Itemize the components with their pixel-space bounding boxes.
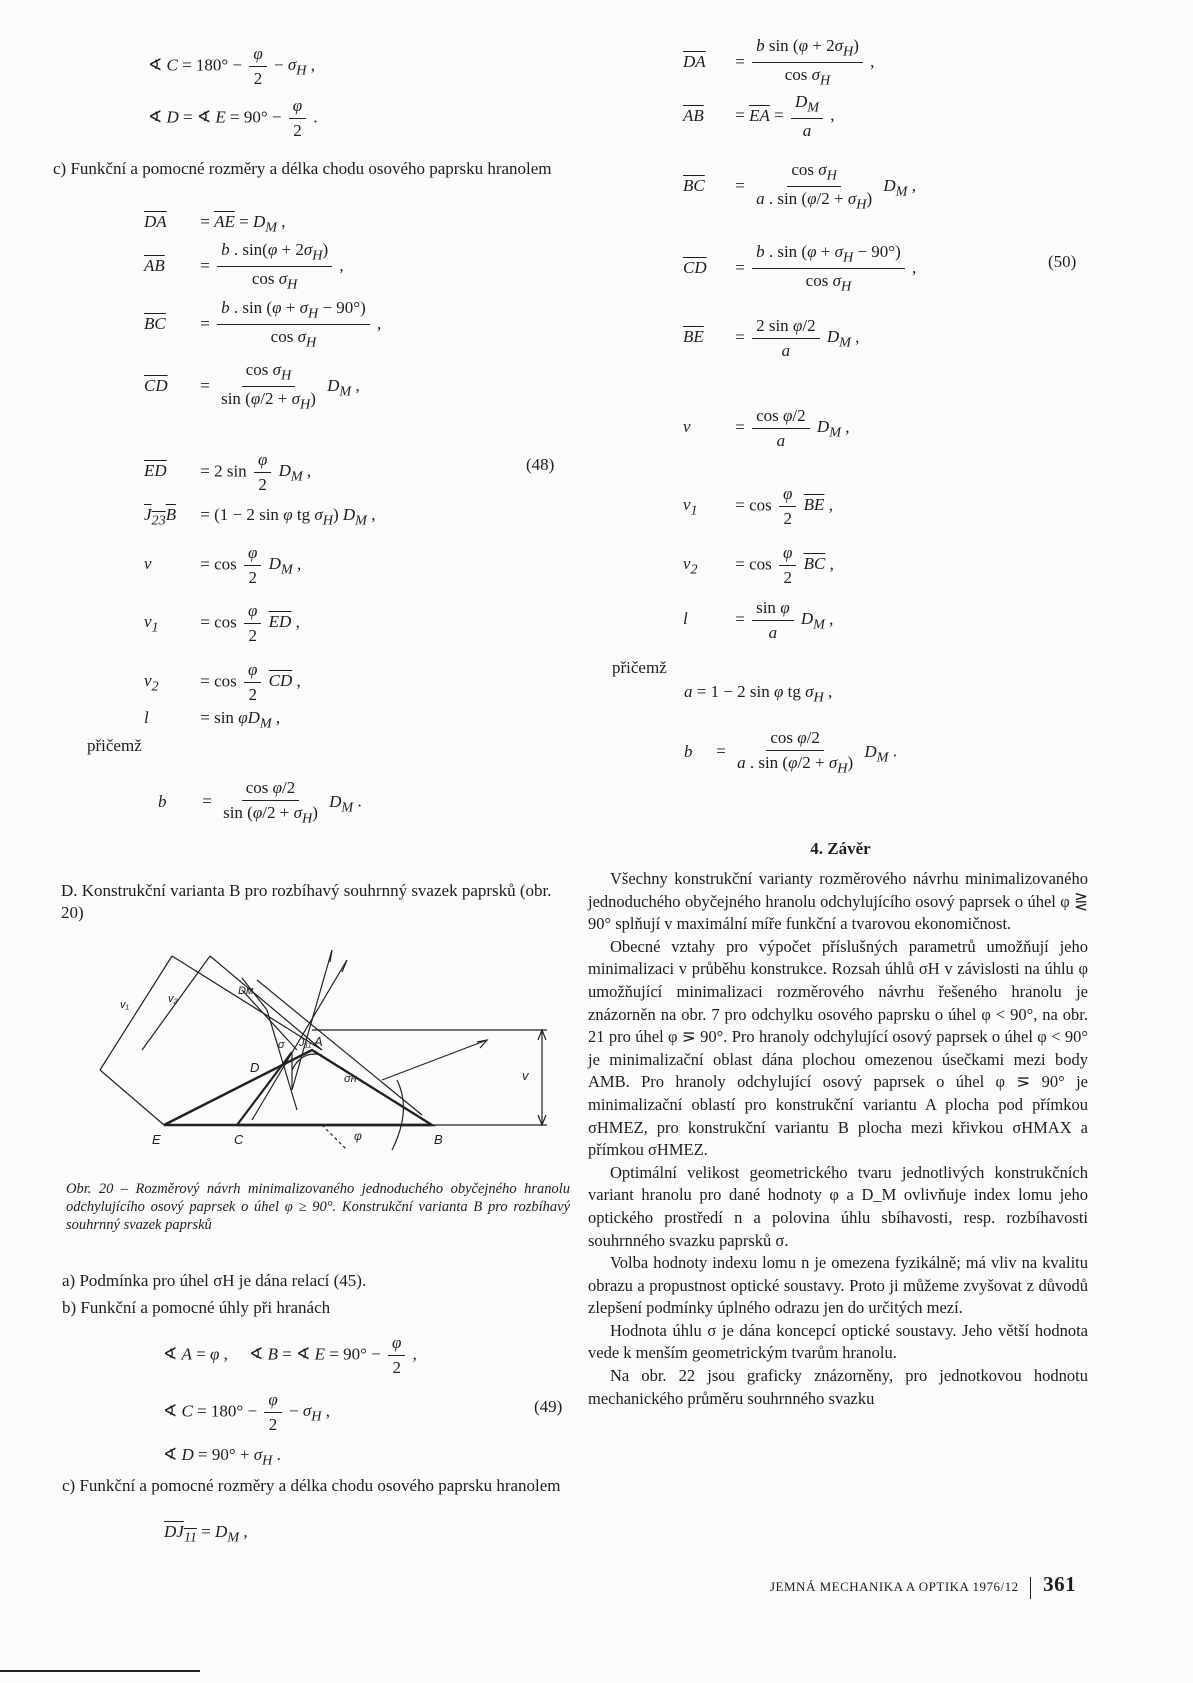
pricemz-left: přičemž	[87, 736, 142, 755]
eq49-a-b-e: ∢ A = φ , ∢ B = ∢ E = 90° − $\frac{\varphi}{2}$ ,	[163, 1333, 417, 1377]
eq48-number: (48)	[526, 455, 555, 474]
eq48-cd: $\overline{CD}$ = $\frac{\cos \sigma_H}{\sin (\varphi/2 + \sigma_H)}$ $D_M$ ,	[144, 360, 360, 413]
eq48-ab: $\overline{AB}$ = $\frac{b . \sin(\varphi + 2\sigma_H)}{\cos \sigma_H}$ ,	[144, 240, 344, 293]
section-D-heading: D. Konstrukční varianta B pro rozbíhavý souhrnný svazek paprsků (obr. 20)	[61, 881, 552, 922]
figure-20-prism-diagram	[92, 950, 592, 1180]
page-footer	[770, 1572, 1076, 1599]
section-4-title: 4. Závěr	[810, 839, 871, 858]
eq50-da: $\overline{DA}$ = $\frac{b \sin (\varphi + 2\sigma_H)}{\cos \sigma_H}$ ,	[683, 36, 875, 89]
eq50-bc: $\overline{BC}$ = $\frac{\cos \sigma_H}{a . \sin (\varphi/2 + \sigma_H)}$ $D_M$ ,	[683, 160, 916, 213]
journal-name: JEMNÁ MECHANIKA A OPTIKA 1976/12	[770, 1579, 1019, 1594]
paragraph-3: Optimální velikost geometrického tvaru jednotlivých konstrukčních variant hranolu pro dané hodnoty φ a D_M ovlivňuje index lomu jeho optického prostředí n a polovina úhlu sbíhavosti, resp. rozbíhavosti souhrnného svazku paprsků σ.	[588, 1162, 1088, 1250]
list-item-b: b) Funkční a pomocné úhly při hranách	[62, 1298, 331, 1317]
eq49-number: (49)	[534, 1397, 563, 1416]
eq48-da: $\overline{DA} = \overline{AE} = D_M$ ,	[144, 212, 286, 236]
figure-20-caption: Obr. 20 – Rozměrový návrh minimalizovaného jednoduchého obyčejného hranolu odchylujícího osový paprsek o úhel φ ≥ 90°. Konstrukční varianta B pro rozbíhavý souhrnný svazek paprsků	[66, 1181, 570, 1233]
conclusion-text	[588, 868, 1088, 1410]
eq-b-right: b = $\frac{\text{cos φ/2}}{a . \sin (\varphi/2 + \sigma_H)}$ $D_M$ .	[684, 728, 897, 777]
eq50-be: $\overline{BE}$ = $\frac{\text{2 sin φ/2}}{a}$ $D_M$ ,	[683, 316, 860, 360]
eq-b-left: b = $\frac{\text{cos φ/2}}{\sin (\varphi/2 + \sigma_H)}$ $D_M$ .	[158, 778, 362, 827]
eq48-v2: $v_2 = \cos$ $\frac{\varphi}{2}$ $\overline{CD}$ ,	[144, 660, 301, 704]
eq49-d: ∢ $D = 90^\circ + \sigma_H$ .	[163, 1445, 281, 1469]
eq48-bc: $\overline{BC}$ = $\frac{b . \sin (\varphi + \sigma_H - 90^\circ)}{\cos \sigma_H}$ ,	[144, 298, 382, 351]
paragraph-2: Obecné vztahy pro výpočet příslušných parametrů umožňují jeho minimalizaci v průběhu konstrukce. Rozsah úhlů σH v závislosti na úhlu φ umožňující minimalizaci rozměrového návrhu řešeného hranolu je znázorněn na obr. 7 pro odchylku osového paprsku o úhel φ < 90°, na obr. 21 pro úhel φ ⋝ 90°. Pro hranoly odchylující osový paprsek o úhel φ < 90° je minimalizační oblast dána plochou omezenou úsečkami mezi body AMB. Pro hranoly odchylující osový paprsek o úhel φ ⋝ 90° je minimalizační oblastí pro konstrukční variantu A plocha pod přímkou σHMEZ, pro konstrukční variantu B plocha mezi křivkou σHMAX a přímkou σHMEZ.	[588, 936, 1088, 1160]
eq-angle-d-top: ∢ D = ∢ E = 90° − $\frac{\varphi}{2}$ .	[148, 96, 318, 140]
fig-label-A: A	[314, 1034, 323, 1049]
fig-label-phi: φ	[354, 1129, 362, 1143]
paragraph-1: Všechny konstrukční varianty rozměrového návrhu minimalizovaného jednoduchého obyčejného hranolu odchylujícího osový paprsek o úhel φ ⋛ 90° splňují v maximální míře funkční a tvarovou ekonomičnost.	[588, 869, 1088, 934]
fig-label-sigmaH: σн	[344, 1073, 357, 1085]
eq50-v: v = $\frac{\text{cos φ/2}}{a}$ $D_M$ ,	[683, 406, 850, 450]
eq49-c: ∢ C = 180° − $\frac{\varphi}{2}$ − $\sigma_H$ ,	[163, 1390, 330, 1434]
eq50-ab: $\overline{AB} = \overline{EA}$ = $\frac{D_M}{a}$ ,	[683, 92, 835, 141]
fig-label-v: v	[522, 1068, 529, 1083]
paragraph-4: Volba hodnoty indexu lomu n je omezena fyzikálně; má vliv na kvalitu obrazu a propustnost optické soustavy. Proto ji můžeme zvyšovat z důvodů zlepšení podmínky úplného odrazu jen do určitých mezí.	[588, 1253, 1088, 1318]
eq48-v: v = cos $\frac{\varphi}{2}$ $D_M$ ,	[144, 543, 302, 587]
eq50-l: l = $\frac{\text{sin φ}}{a}$ $D_M$ ,	[683, 598, 834, 642]
eq48-l: $l = \sin \varphi D_M$ ,	[144, 708, 281, 732]
fig-label-v2: v₂	[168, 993, 178, 1005]
eq50-v1: $v_1 = \cos$ $\frac{\varphi}{2}$ $\overline{BE}$ ,	[683, 484, 833, 528]
list-item-a: a) Podmínka pro úhel σH je dána relací (45).	[62, 1271, 367, 1290]
fig-label-sigma: σ	[278, 1039, 285, 1051]
bottom-rule	[0, 1670, 200, 1672]
fig-label-DM: Dм	[238, 985, 254, 997]
eq50-number: (50)	[1048, 252, 1077, 271]
section-c2-heading: c) Funkční a pomocné rozměry a délka chodu osového paprsku hranolem	[62, 1476, 561, 1495]
eq48-j23b: $J_{23}B = (1 - 2$ sin φ tg $\sigma_H$) $D_M$ ,	[144, 505, 376, 529]
fig-label-E: E	[152, 1132, 161, 1147]
fig-label-C: C	[234, 1132, 244, 1147]
eq48-ed: $\overline{ED} = 2$ sin $\frac{\varphi}{2}$ $D_M$ ,	[144, 450, 312, 494]
section-c1-heading: c) Funkční a pomocné rozměry a délka chodu osového paprsku hranolem	[53, 159, 552, 178]
page-number: 361	[1043, 1572, 1077, 1596]
paragraph-5: Hodnota úhlu σ je dána koncepcí optické soustavy. Jeho větší hodnota vede k menším geometrickým tvarům hranolu.	[588, 1320, 1088, 1363]
fig-label-B: B	[434, 1132, 443, 1147]
eq50-v2: $v_2 = \cos$ $\frac{\varphi}{2}$ $\overline{BC}$ ,	[683, 543, 834, 587]
eq48-v1: $v_1 = \cos$ $\frac{\varphi}{2}$ $\overline{ED}$ ,	[144, 601, 300, 645]
eq-a-right: a = 1 − 2 sin φ tg $\sigma_H$ ,	[684, 682, 833, 706]
paragraph-6: Na obr. 22 jsou graficky znázorněny, pro jednotkovou hodnotu mechanického průměru souhrnného svazku	[588, 1366, 1088, 1408]
eq-dj11: $DJ_{11} = D_M$ ,	[164, 1522, 248, 1546]
pricemz-right: přičemž	[612, 658, 667, 677]
fig-label-J11: J₁₁	[299, 1037, 312, 1049]
fig-label-D: D	[250, 1060, 260, 1075]
fig-label-v1: v₁	[120, 999, 129, 1011]
eq50-cd: $\overline{CD}$ = $\frac{b . \sin (\varphi + \sigma_H - 90^\circ)}{\cos \sigma_H}$ ,	[683, 242, 917, 295]
eq-angle-c-top: ∢ C = 180° − $\frac{\varphi}{2}$ − $\sigma_H$ ,	[148, 44, 315, 88]
